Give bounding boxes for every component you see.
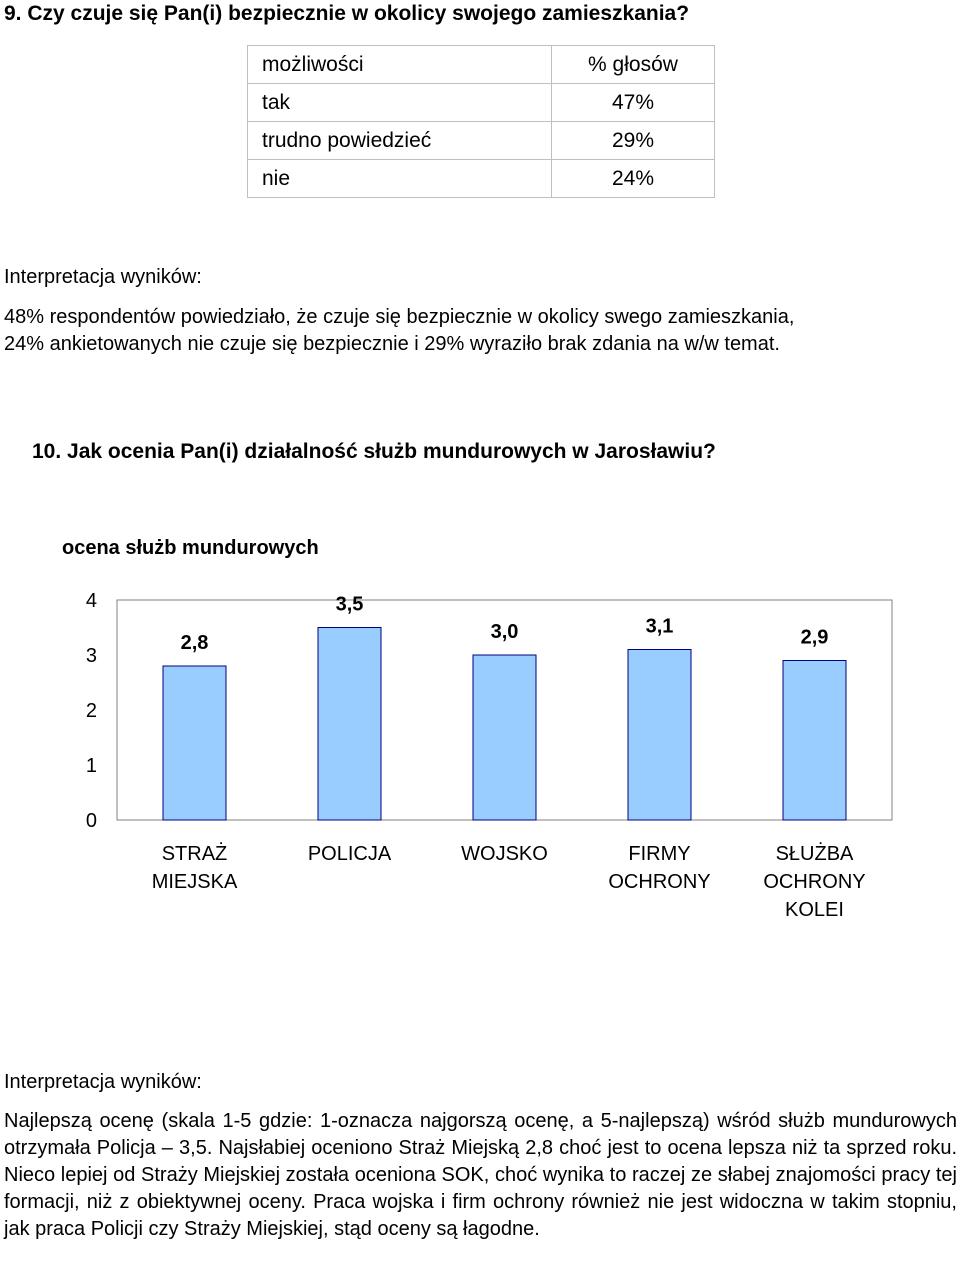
table-cell-value: 47% [552,84,715,122]
data-label: 3,5 [335,593,364,616]
x-tick-label [152,842,238,893]
y-axis-ticks [86,590,97,832]
x-axis-labels [152,842,866,921]
bars-group [163,628,846,821]
y-tick-label: 1 [85,755,97,777]
q10-interpretation-label: Interpretacja wyników: [4,1071,202,1093]
table-cell-option: nie [248,160,552,198]
table-cell-value: 24% [552,160,715,198]
q9-interpretation-line-1: 48% respondentów powiedziało, że czuje się bezpiecznie w okolicy swego zamieszkania, [4,306,795,328]
x-tick-label-line: FIRMY [628,843,691,865]
x-tick-label-line: OCHRONY [608,871,711,893]
bar [163,666,226,820]
x-tick-label-line: KOLEI [785,899,844,921]
y-tick-label: 4 [85,590,97,612]
table-cell-option: trudno powiedzieć [248,122,552,160]
x-tick-label [608,843,710,893]
x-tick-label-line: WOJSKO [461,843,548,865]
q9-interpretation-label: Interpretacja wyników: [4,266,202,288]
q9-interpretation-line-2: 24% ankietowanych nie czuje się bezpiecznie i 29% wyraziło brak zdania na w/w temat. [4,333,780,355]
bar [783,661,846,821]
ratings-bar-chart [0,520,960,950]
x-tick-label [461,843,548,865]
bar [628,650,691,821]
table-row [248,122,715,160]
table-header-options: możliwości [248,46,552,84]
table-row [248,160,715,198]
x-tick-label-line: STRAŻ [161,843,228,865]
table-row [248,84,715,122]
table-cell-value: 29% [552,122,715,160]
data-labels-group [181,594,829,655]
y-tick-label: 2 [85,700,97,722]
q10-title: 10. Jak ocenia Pan(i) działalność służb mundurowych w Jarosławiu? [32,440,716,463]
x-tick-label-line: SŁUŻBA [775,843,854,865]
bar [318,628,381,821]
data-label: 2,9 [800,626,829,649]
chart-title: ocena służb mundurowych [62,537,319,559]
x-tick-label [308,843,392,865]
table-header-row [248,46,715,84]
x-tick-label-line: MIEJSKA [151,871,238,893]
data-label: 3,0 [490,621,519,643]
data-label: 3,1 [645,615,674,638]
y-tick-label: 3 [85,645,97,667]
x-tick-label [763,842,865,921]
table-header-votes: % głosów [552,46,715,84]
q10-interpretation-text: Najlepszą ocenę (skala 1-5 gdzie: 1-oznacza najgorszą ocenę, a 5-najlepszą) wśród służb mundurowych otrzymała Policja – 3,5. Najsłabiej oceniono Straż Miejską 2,8 choć jest to ocena lepsza niż ta sprzed roku. Nieco lepiej od Straży Miejskiej została oceniona SOK, choć wynika to raczej ze słabej znajomości pracy tej formacji, niż z obiektywnej oceny. Praca wojska i firm ochrony również nie jest widoczna w takim stopniu, jak praca Policji czy Straży Miejskiej, stąd oceny są łagodne. [4,1110,957,1240]
q9-results-table [247,45,715,198]
bar [473,655,536,820]
x-tick-label-line: POLICJA [307,843,392,865]
table-cell-option: tak [248,84,552,122]
data-label: 2,8 [180,632,209,654]
x-tick-label-line: OCHRONY [763,871,866,893]
y-tick-label: 0 [85,810,97,832]
q9-title: 9. Czy czuje się Pan(i) bezpiecznie w okolicy swojego zamieszkania? [4,2,690,25]
